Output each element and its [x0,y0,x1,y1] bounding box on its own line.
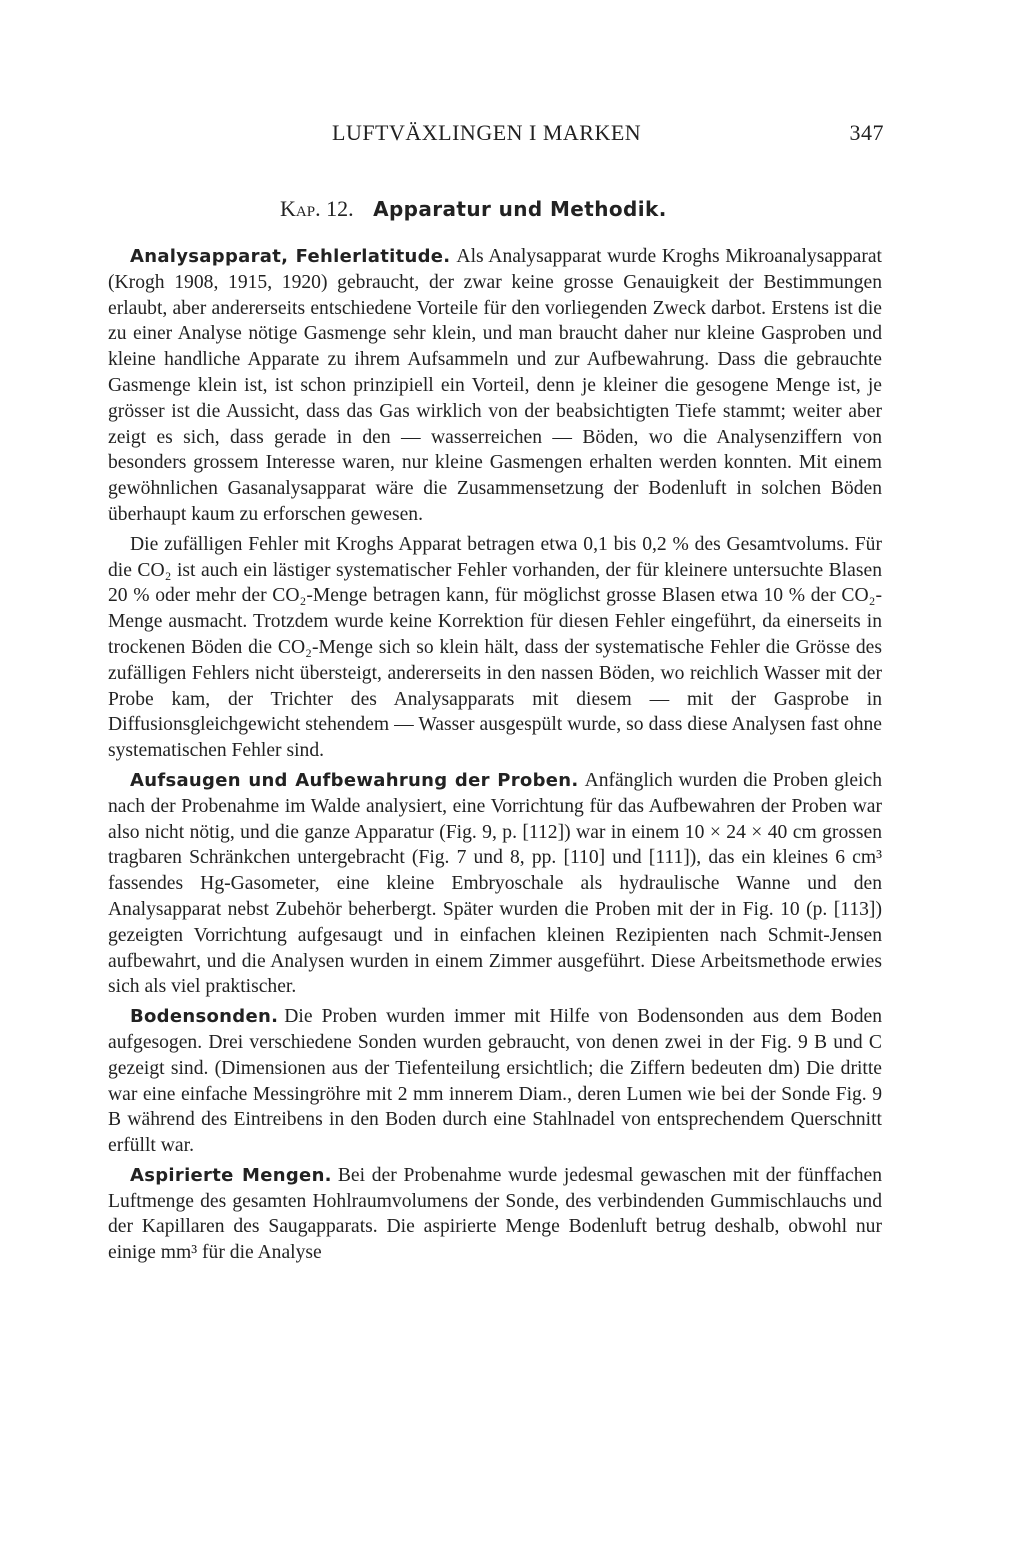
chapter-label: Kap. 12. [280,196,354,221]
chapter-title: Apparatur und Methodik. [373,197,667,221]
section-heading: Aspirierte Mengen. [130,1164,332,1186]
paragraph: Als Analysapparat wurde Kroghs Mikroanalysapparat (Krogh 1908, 1915, 1920) gebraucht, der zwar keine grosse Genauigkeit der Bestimmungen erlaubt, aber andererseits entschiedene Vorteile für den vorliegenden Zweck darbot. Erstens ist die zu einer Analyse nötige Gasmenge sehr klein, und man braucht daher nur kleine Gasproben und kleine handliche Apparate zu ihrem Aufsammeln und zur Aufbewahrung. Dass die gebrauchte Gasmenge klein ist, ist schon prinzipiell ein Vorteil, denn je kleiner die gesogene Menge ist, je grösser ist die Aussicht, dass das Gas wirklich von der beabsichtigten Tiefe stammt; weiter aber zeigt es sich, dass gerade in den — wasserreichen — Böden, wo die Analysenziffern von besonders grossem Interesse waren, nur kleine Gasmengen erhalten werden konnten. Mit einem gewöhnlichen Gasanalysapparat wäre die Zusammensetzung der Bodenluft in solchen Böden überhaupt kaum zu erforschen gewesen. [108,246,882,525]
section-bodensonden [108,1004,882,1159]
running-title: LUFTVÄXLINGEN I MARKEN [332,120,642,145]
section-heading: Analysapparat, Fehlerlatitude. [130,246,451,267]
body-text [108,244,882,1266]
section-heading: Bodensonden. [130,1006,279,1028]
section-aspirierte-mengen [108,1163,882,1266]
paragraph-fehler [108,532,882,764]
paragraph: Bei der Probenahme wurde jedesmal gewaschen mit der fünffachen Luftmenge des gesamten Hohlraumvolumens der Sonde, des verbindenden Gummischlauchs und der Kapillaren des Saugapparats. Die aspirierte Menge Bodenluft betrug deshalb, obwohl nur einige mm³ für die Analyse [108,1164,882,1264]
section-heading: Aufsaugen und Aufbewahrung der Proben. [130,769,579,791]
paragraph: Anfänglich wurden die Proben gleich nach der Probenahme im Walde analysiert, eine Vorrichtung für das Aufbewahren der Proben war also nicht nötig, und die ganze Apparatur (Fig. 9, p. [112]) war in einem 10 × 24 × 40 cm grossen tragbaren Schränkchen untergebracht (Fig. 7 und 8, pp. [110] und [111]), das ein kleines 6 cm³ fassendes Hg-Gasometer, eine kleine Embryoschale als hydraulische Wanne und den Analysapparat nebst Zubehör beherbergt. Später wurden die Proben mit der in Fig. 10 (p. [113]) gezeigten Vorrichtung aufgesaugt und in einfachen kleinen Rezipienten nach Schmit-Jensen aufbewahrt, und die Analysen wurden in einem Zimmer ausgeführt. Diese Arbeitsmethode erwies sich als viel praktischer. [108,769,882,998]
page-number: 347 [849,120,884,145]
section-aufsaugen [108,768,882,1000]
paragraph: Die zufälligen Fehler mit Kroghs Apparat betragen etwa 0,1 bis 0,2 % des Gesamtvolums. Für die CO₂ ist auch ein lästiger systematischer Fehler vorhanden, der für kleinere untersuchte Blasen 20 % oder mehr der CO₂-Menge betragen kann, für möglichst grosse Blasen etwa 10 % der CO₂-Menge ausmacht. Trotzdem wurde keine Korrektion für diesen Fehler eingeführt, da einerseits in trockenen Böden die CO₂-Menge sich so klein hält, dass der systematische Fehler die Grösse des zufälligen Fehlers nicht übersteigt, andererseits in den nassen Böden, wo reichlich Wasser mit der Probe kam, der Trichter des Analysapparats mit diesem — mit der Gasprobe in Diffusionsgleichgewicht stehendem — Wasser ausgespült wurde, so dass diese Analysen fast ohne systematischen Fehler sind. [108,533,882,762]
section-analysapparat [108,244,882,528]
page-header [108,120,884,156]
chapter-heading [280,196,667,222]
paragraph: Die Proben wurden immer mit Hilfe von Bodensonden aus dem Boden aufgesogen. Drei verschiedene Sonden wurden gebraucht, von denen zwei in der Fig. 9 B und C gezeigt sind. (Dimensionen aus der Tiefenteilung ersichtlich; die Ziffern bedeuten dm) Die dritte war eine einfache Messingröhre mit 2 mm innerem Diam., deren Lumen wie bei der Sonde Fig. 9 B während des Eintreibens in den Boden durch eine Stahlnadel von entsprechendem Querschnitt erfüllt war. [108,1006,882,1157]
